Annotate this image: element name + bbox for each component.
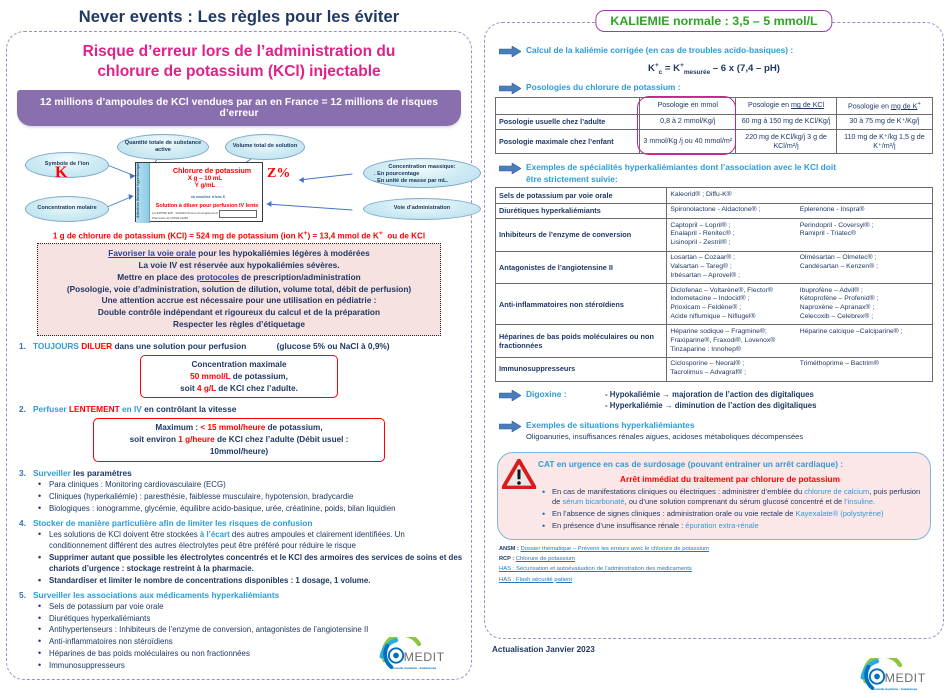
reference-has-flash bbox=[499, 577, 931, 585]
step-4-heading bbox=[15, 518, 463, 528]
reco-link-voie-orale[interactable]: Favoriser la voie orale bbox=[108, 248, 196, 259]
subtitle bbox=[17, 42, 461, 82]
step-2-head-rest: en contrôlant la vitesse bbox=[141, 404, 237, 415]
list-item: • Cliniques (hyperkaliémie) : paresthésie, faiblesse musculaire, hypotension, bradycardie bbox=[49, 491, 463, 502]
step-4-number: 4. bbox=[19, 517, 26, 528]
callout-quantite-substance: Quantité totale de substance active bbox=[117, 134, 209, 160]
omedit-logo bbox=[856, 658, 942, 694]
digoxine-label: Digoxine : bbox=[526, 388, 567, 399]
ampoule-dose-line-1: X g – 10 mL bbox=[187, 174, 223, 182]
formula-b: = K bbox=[662, 63, 681, 75]
ref-link-ansm[interactable]: Dossier thématique – Prévenir les erreurs avec le chlorure de potassium bbox=[520, 546, 710, 553]
spec-cat-heparines: Héparines de bas poids moléculaires ou non fractionnées bbox=[496, 325, 667, 357]
mmol-column-highlight bbox=[637, 96, 736, 155]
max-conc-line-2-rest: de potassium, bbox=[230, 371, 288, 381]
callout-cm-line-3: . En unité de masse par mL. bbox=[374, 177, 448, 184]
posology-row-adulte-mmol: 0,8 à 2 mmol/Kg/j bbox=[640, 114, 736, 129]
max-rate-line-1-pre: Maximum : bbox=[155, 423, 201, 433]
step-1-word-toujours: TOUJOURS bbox=[33, 340, 82, 351]
list-item bbox=[49, 529, 463, 551]
digoxine-row bbox=[499, 389, 935, 412]
step4-item1-c: des autres ampoules et clairement identifiées. Un conditionnement différent des autres électrolytes peut être préféré pour réduire le risque bbox=[49, 529, 405, 551]
spec-col-a: Captopril – Lopril® ; bbox=[670, 221, 731, 229]
cat-i3-a: En présence d’une insuffisance rénale : bbox=[552, 521, 686, 531]
ampoule-product-name: Chlorure de potassium bbox=[172, 165, 252, 175]
spec-col-b: Naproxène – Apranax® ; bbox=[799, 304, 875, 312]
callout-concentration-molaire: Concentration molaire bbox=[25, 196, 109, 222]
ampoule-label bbox=[135, 162, 263, 222]
reco-line-5: Une attention accrue est nécessaire pour une utilisation en pédiatrie : bbox=[101, 295, 377, 306]
spec-cat-ara2: Antagonistes de l’angiotensine II bbox=[496, 251, 667, 283]
step-3-heading bbox=[15, 468, 463, 478]
max-rate-line-1 bbox=[102, 422, 376, 434]
step-1-tail: (glucose 5% ou NaCl à 0,9%) bbox=[276, 340, 390, 351]
spec-col-b: Eplerenone - Inspra® bbox=[799, 206, 865, 214]
ampoule-dose-line-2: Y g/mL bbox=[194, 182, 216, 190]
max-rate-line-2 bbox=[102, 434, 376, 458]
cat-i1-a: En cas de manifestations cliniques ou électriques : administrer d’emblée du bbox=[552, 486, 805, 496]
ampoule-molar: nb mmol/mL d’ions K bbox=[190, 194, 226, 199]
max-conc-value-gl: 4 g/L bbox=[196, 383, 216, 393]
list-item: • Sels de potassium par voie orale bbox=[49, 601, 463, 612]
callout-symbole-ion: Symbole de l’ion bbox=[25, 152, 109, 178]
reference-has-securisation bbox=[499, 566, 931, 574]
step-3-head-blue: Surveiller bbox=[33, 468, 71, 479]
statistics-banner: 12 millions d’ampoules de KCl vendues par an en France = 12 millions de risques d’erreur bbox=[17, 90, 461, 126]
spec-list-ains bbox=[667, 284, 933, 325]
step-2-word-eniv: en IV bbox=[119, 404, 142, 415]
svg-text:MEDIT: MEDIT bbox=[403, 650, 445, 665]
list-item: • Biologiques : ionogramme, glycémie, équilibre acido-basique, urée, créatinine, poids, bilan liquidien bbox=[49, 503, 463, 514]
cat-i2-b: Kayexalate® (polystyrène) bbox=[795, 509, 884, 519]
spec-col-a: Tinzaparine : Innohep® bbox=[670, 345, 741, 353]
cat-subtitle: Arrêt immédiat du traitement par chlorure de potassium bbox=[620, 473, 840, 484]
posology-header-mmol: Posologie en mmol bbox=[640, 98, 736, 115]
reco-line-4: (Posologie, voie d’administration, solution de dilution, volume total, débit de perfusion) bbox=[66, 283, 412, 294]
callout-concentration-massique bbox=[363, 158, 481, 188]
list-item bbox=[552, 487, 922, 509]
spec-col-a: Fraxiparine®, Fraxodi®, Lovenox® bbox=[670, 336, 776, 344]
cat-title: CAT en urgence en cas de surdosage (pouvant entrainer un arrêt cardiaque) : bbox=[538, 458, 844, 469]
specialites-label bbox=[526, 162, 836, 185]
ampoule-diagram bbox=[17, 134, 461, 226]
reco-line-3 bbox=[44, 272, 434, 284]
step-3 bbox=[15, 468, 463, 514]
ampoule-lot: Lot EXP560 EXP : 02/2023 Numéro d’enregistrement bbox=[152, 210, 219, 215]
cat-i2-a: En l’absence de signes cliniques : administration orale ou voie rectale de bbox=[552, 509, 796, 519]
table-row bbox=[496, 325, 933, 357]
digoxine-line-1: - Hypokaliémie → majoration de l’action des digitaliques bbox=[605, 389, 814, 399]
right-column bbox=[478, 0, 950, 698]
posology-row-adulte-kcl: 60 mg à 150 mg de KCl/Kg/j bbox=[736, 114, 837, 129]
spec-col-b: Triméthoprime – Bactrim® bbox=[799, 360, 879, 368]
posologies-row bbox=[499, 82, 935, 94]
list-item: • Supprimer autant que possible les électrolytes concentrés et le KCl des armoires des services de soins et des chariots d’urgence : stockage restreint à la pharmacie. bbox=[49, 552, 463, 574]
svg-text:Nouvelle-Aquitaine - Guadeloup: Nouvelle-Aquitaine - Guadeloupe bbox=[872, 686, 918, 691]
posology-table-wrap bbox=[495, 97, 933, 154]
spec-cat-diuretiques: Diurétiques hyperkaliémiants bbox=[496, 203, 667, 218]
digoxine-lines bbox=[605, 389, 816, 412]
step-1-head-rest: dans une solution pour perfusion bbox=[112, 340, 247, 351]
reco-line-3-pre: Mettre en place des bbox=[117, 271, 197, 282]
ref-link-has-flash[interactable]: HAS : Flash sécurité patient bbox=[499, 576, 573, 583]
spec-list-heparines bbox=[667, 325, 933, 357]
posology-header-blank bbox=[496, 98, 640, 115]
list-item bbox=[552, 509, 922, 520]
spec-cat-ains: Anti-inflammatoires non stéroïdiens bbox=[496, 284, 667, 325]
right-frame bbox=[484, 14, 944, 639]
posology-header-mg-k: Posologie en mg de K+ bbox=[836, 98, 932, 115]
situations-label: Exemples de situations hyperkaliémiantes bbox=[526, 419, 695, 430]
table-row bbox=[496, 188, 933, 203]
arrow-right-icon bbox=[499, 83, 521, 94]
max-conc-line-2 bbox=[149, 371, 329, 383]
spec-list-ara2 bbox=[667, 251, 933, 283]
spec-col-b: Olmésartan – Olmetec® ; bbox=[799, 254, 877, 262]
spec-cat-immuno: Immunosuppresseurs bbox=[496, 357, 667, 381]
posology-row-adulte-k: 30 à 75 mg de K⁺/Kg/j bbox=[836, 114, 932, 129]
max-rate-value: < 15 mmol/heure bbox=[200, 423, 266, 433]
actualisation-date: Actualisation Janvier 2023 bbox=[492, 645, 595, 654]
specialites-label-line-2: être strictement suivie: bbox=[526, 173, 618, 184]
spec-col-b: Ibuprofène – Advil® ; bbox=[799, 286, 863, 294]
step-1-number: 1. bbox=[19, 340, 26, 351]
list-item: • Antihypertenseurs : Inhibiteurs de l’enzyme de conversion, antagonistes de l’angiotensine II bbox=[49, 624, 463, 635]
table-row bbox=[496, 357, 933, 381]
max-rate-line-1-rest: de potassium, bbox=[265, 423, 323, 433]
list-item bbox=[552, 521, 922, 532]
max-concentration-box bbox=[140, 355, 338, 399]
formula-a-sub: c bbox=[658, 69, 663, 77]
step-2-word-perfuser: Perfuser bbox=[33, 404, 69, 415]
step-2-word-lentement: LENTEMENT bbox=[68, 404, 120, 415]
spec-list-immuno bbox=[667, 357, 933, 381]
posology-row-enfant-kcl: 220 mg de KCl/kg/j 3 g de KCl/m²/j bbox=[736, 130, 837, 154]
subtitle-line-2: chlorure de potassium (KCl) injectable bbox=[97, 62, 381, 80]
specialites-table bbox=[495, 187, 933, 381]
step-5-head-blue: Surveiller les associations aux médicaments hyperkaliémiants bbox=[33, 589, 280, 600]
spec-col-a: Indometacine – Indocid® ; bbox=[670, 295, 750, 303]
list-item: • Diurétiques hyperkaliémiants bbox=[49, 613, 463, 624]
max-rate-line-2-rest: de KCl chez l’adulte (Débit usuel : 10mmol/heure) bbox=[209, 435, 349, 457]
page-title: Never events : Les règles pour les éviter bbox=[78, 8, 400, 26]
table-row bbox=[496, 203, 933, 218]
cat-i1-d: sérum bicarbonaté bbox=[562, 497, 625, 507]
posology-row-enfant-label: Posologie maximale chez l’enfant bbox=[496, 130, 640, 154]
posology-header-mg-kcl: Posologie en mg de KCl bbox=[736, 98, 837, 115]
spec-cat-sels: Sels de potassium par voie orale bbox=[496, 188, 667, 203]
step-5-heading bbox=[15, 590, 463, 600]
max-rate-line-2-pre: soit environ bbox=[129, 435, 179, 445]
spec-col-a: Lisinopril - Zestril® ; bbox=[670, 239, 731, 247]
spec-col-a: Losartan – Cozaar® ; bbox=[670, 254, 736, 262]
max-conc-line-3-rest: de KCl chez l’adulte. bbox=[215, 383, 298, 393]
posology-row-enfant-k: 110 mg de K⁺/kg 1,5 g de K⁺/m²/j bbox=[836, 130, 932, 154]
steps-list bbox=[15, 341, 463, 671]
spec-col-a: Héparine sodique – Fragmine®; bbox=[670, 327, 767, 335]
callout-voie-administration: Voie d’administration bbox=[363, 198, 481, 220]
arrow-right-icon bbox=[499, 421, 521, 432]
step-5-number: 5. bbox=[19, 589, 26, 600]
step-1-word-diluer: DILUER bbox=[81, 340, 113, 351]
spec-col-b: Ramipril - Triatec® bbox=[799, 230, 857, 238]
kaliemie-header-badge: KALIEMIE normale : 3,5 – 5 mmol/L bbox=[595, 10, 832, 32]
spec-col-a: Irbésartan – Aprovel® ; bbox=[670, 271, 740, 279]
posologies-label: Posologies du chlorure de potassium : bbox=[526, 82, 681, 93]
reco-line-3-rest: de prescription/administration bbox=[239, 271, 361, 282]
warning-triangle-icon bbox=[502, 459, 536, 489]
cat-i1-b: chlorure de calcium bbox=[804, 486, 870, 496]
reference-ansm bbox=[499, 546, 931, 554]
svg-text:Nouvelle-Aquitaine - Guadeloup: Nouvelle-Aquitaine - Guadeloupe bbox=[391, 665, 437, 670]
reco-link-protocoles[interactable]: protocoles bbox=[196, 271, 239, 282]
callout-volume-total: Volume total de solution bbox=[225, 134, 305, 160]
spec-col-a: Enalapril - Renitec® ; bbox=[670, 230, 735, 238]
step-3-number: 3. bbox=[19, 468, 26, 479]
max-rate-value-gh: 1 g/heure bbox=[178, 435, 215, 445]
spec-col-b: Kétoprofène – Profenid® ; bbox=[799, 295, 879, 303]
spec-list-diuretiques bbox=[667, 203, 933, 218]
spec-col-a: Valsartan – Tareg® ; bbox=[670, 262, 732, 270]
reco-line-1-rest: pour les hypokaliémies légères à modérées bbox=[195, 248, 370, 259]
step-2-heading bbox=[15, 404, 463, 414]
cat-items bbox=[538, 487, 922, 533]
reco-line-6: Double contrôle indépendant et rigoureux du calcul et de la préparation bbox=[97, 307, 381, 318]
ref-agency-ansm: ANSM : bbox=[499, 546, 521, 553]
step-4-items bbox=[15, 529, 463, 586]
situations-text: Oligoanuries, insuffisances rénales aigues, acidoses métaboliques décompensées bbox=[526, 432, 804, 442]
omedit-logo bbox=[375, 637, 461, 673]
calcul-kaliemie-row bbox=[499, 45, 935, 57]
step-1-heading bbox=[15, 341, 463, 351]
step-4 bbox=[15, 518, 463, 586]
spec-col-a: Ciclosporine – Neoral® ; bbox=[670, 360, 745, 368]
max-conc-value: 50 mmol/L bbox=[190, 371, 231, 381]
situations-block bbox=[526, 420, 803, 443]
reco-line-2: La voie IV est réservée aux hypokaliémies sévères. bbox=[138, 260, 340, 271]
max-rate-box bbox=[93, 418, 385, 462]
references-list bbox=[499, 546, 931, 584]
situations-row bbox=[499, 420, 935, 443]
list-item: • Héparines de bas poids moléculaires ou non fractionnées bbox=[49, 648, 463, 659]
digoxine-line-2: - Hyperkaliémie → diminution de l’action des digitaliques bbox=[605, 401, 817, 411]
formula-a-sup: + bbox=[654, 62, 659, 69]
spec-col-a: Spironolactone - Aldactone® ; bbox=[670, 206, 761, 214]
emergency-cat-box bbox=[497, 452, 931, 541]
step-2 bbox=[15, 404, 463, 462]
max-conc-line-3-pre: soit bbox=[180, 383, 197, 393]
specialites-label-line-1: Exemples de spécialités hyperkaliémiantes dont l’association avec le KCl doit bbox=[526, 162, 836, 173]
spec-col-a: Diclofenac – Voltarène®, Flector® bbox=[670, 286, 773, 294]
formula-a: K bbox=[648, 63, 655, 75]
spec-cat-iec: Inhibiteurs de l’enzyme de conversion bbox=[496, 219, 667, 251]
arrow-right-icon bbox=[499, 46, 521, 57]
subtitle-line-1: Risque d’erreur lors de l’administration du bbox=[82, 43, 396, 60]
ampoule-barcode-box bbox=[219, 210, 257, 218]
spec-col-b bbox=[800, 191, 929, 200]
ampoule-band-text: Attention Solution hypertonique bbox=[136, 162, 140, 218]
cat-i1-f: l’insuline. bbox=[844, 497, 876, 507]
cat-i3-b: épuration extra-rénale bbox=[685, 521, 759, 531]
reco-line-7: Respecter les règles d’étiquetage bbox=[173, 319, 305, 330]
list-item: • Standardiser et limiter le nombre de concentrations disponibles : 1 dosage, 1 volume. bbox=[49, 575, 463, 586]
ampoule-usage: Solution à diluer pour perfusion IV lente bbox=[155, 202, 259, 209]
callout-cm-line-2: . En pourcentage bbox=[374, 170, 420, 177]
equivalence-line: 1 g de chlorure de potassium (KCl) = 524 mg de potassium (ion K+) = 13,4 mmol de K+ ou de KCl bbox=[52, 229, 426, 241]
formula-b-sub: mesurée bbox=[683, 69, 711, 77]
specialites-row bbox=[499, 162, 935, 185]
table-row bbox=[496, 219, 933, 251]
table-row bbox=[496, 284, 933, 325]
svg-text:MEDIT: MEDIT bbox=[884, 671, 926, 686]
step4-item1-a: Les solutions de KCl doivent être stockées bbox=[49, 529, 200, 539]
step-4-head-blue: Stocker de manière particulière afin de limiter les risques de confusion bbox=[33, 517, 313, 528]
left-frame bbox=[6, 31, 472, 680]
spec-col-a: Prioxicam – Feldène® ; bbox=[670, 304, 742, 312]
list-item: • Anti-inflammatoires non stéroïdiens bbox=[49, 636, 463, 647]
spec-col-b: Perindopril - Coversyl® ; bbox=[799, 221, 874, 229]
ion-symbol-k: K bbox=[55, 163, 68, 181]
ampoule-warning-band bbox=[136, 163, 150, 223]
spec-col-a: Kaleorid® ; Diffu-K® bbox=[670, 190, 732, 198]
max-conc-line-1: Concentration maximale bbox=[191, 359, 287, 369]
spec-list-sels bbox=[667, 188, 933, 203]
step-1 bbox=[15, 341, 463, 399]
cat-i1-e: , ou d’une solution comprenant du sérum glucosé concentré et de bbox=[624, 497, 845, 507]
step-2-number: 2. bbox=[19, 404, 26, 415]
recommendations-box bbox=[37, 243, 441, 335]
step-3-head-rest: les paramètres bbox=[70, 468, 132, 479]
spec-list-iec bbox=[667, 219, 933, 251]
posology-row-enfant-mmol: 3 mmol/Kg /j ou 40 mmol/m² bbox=[640, 130, 736, 154]
concentration-z-percent: Z% bbox=[267, 165, 291, 181]
ampoule-dose bbox=[166, 175, 244, 191]
ref-agency-rcp: RCP : bbox=[499, 556, 516, 563]
ref-link-rcp[interactable]: Chlorure de potassium bbox=[515, 556, 575, 563]
step-3-items bbox=[15, 479, 463, 514]
arrow-right-icon bbox=[499, 163, 521, 174]
spec-col-b: Héparine calcique –Calciparine® ; bbox=[799, 327, 903, 335]
callout-cm-line-1: Concentration massique: bbox=[388, 163, 456, 170]
spec-col-b: Celecoxib – Celebrex® ; bbox=[799, 313, 874, 321]
list-item: • Immunosuppresseurs bbox=[49, 660, 463, 671]
formula-b-sup: + bbox=[680, 62, 684, 69]
reference-rcp bbox=[499, 556, 931, 564]
reco-line-1 bbox=[44, 248, 434, 260]
table-row bbox=[496, 251, 933, 283]
spec-col-b: Candésartan – Kenzen® ; bbox=[799, 262, 879, 270]
step4-item1-highlight: à l’écart bbox=[199, 529, 230, 539]
spec-col-a: Tacrolimus – Advagraf® ; bbox=[670, 369, 747, 377]
list-item: • Para cliniques : Monitoring cardiovasculaire (ECG) bbox=[49, 479, 463, 490]
posology-row-adulte-label: Posologie usuelle chez l’adulte bbox=[496, 114, 640, 129]
max-conc-line-3 bbox=[149, 383, 329, 395]
formula-c: – 6 x (7,4 – pH) bbox=[710, 63, 780, 75]
ref-link-has-securisation[interactable]: HAS : Sécurisation et autoévaluation de l’administration des médicaments bbox=[499, 566, 692, 573]
arrow-right-icon bbox=[499, 390, 521, 401]
spec-col-a: Acide niflumique – Niflugel® bbox=[670, 313, 756, 321]
calcul-kaliemie-label: Calcul de la kaliémie corrigée (en cas de troubles acido-basiques) : bbox=[526, 45, 794, 55]
kaliemie-formula bbox=[493, 62, 935, 76]
cat-i1-c: , puis perfusion de bbox=[552, 486, 921, 507]
ampoule-pharmacy: Pharmacie de l’ANSM 01289 bbox=[152, 215, 188, 220]
